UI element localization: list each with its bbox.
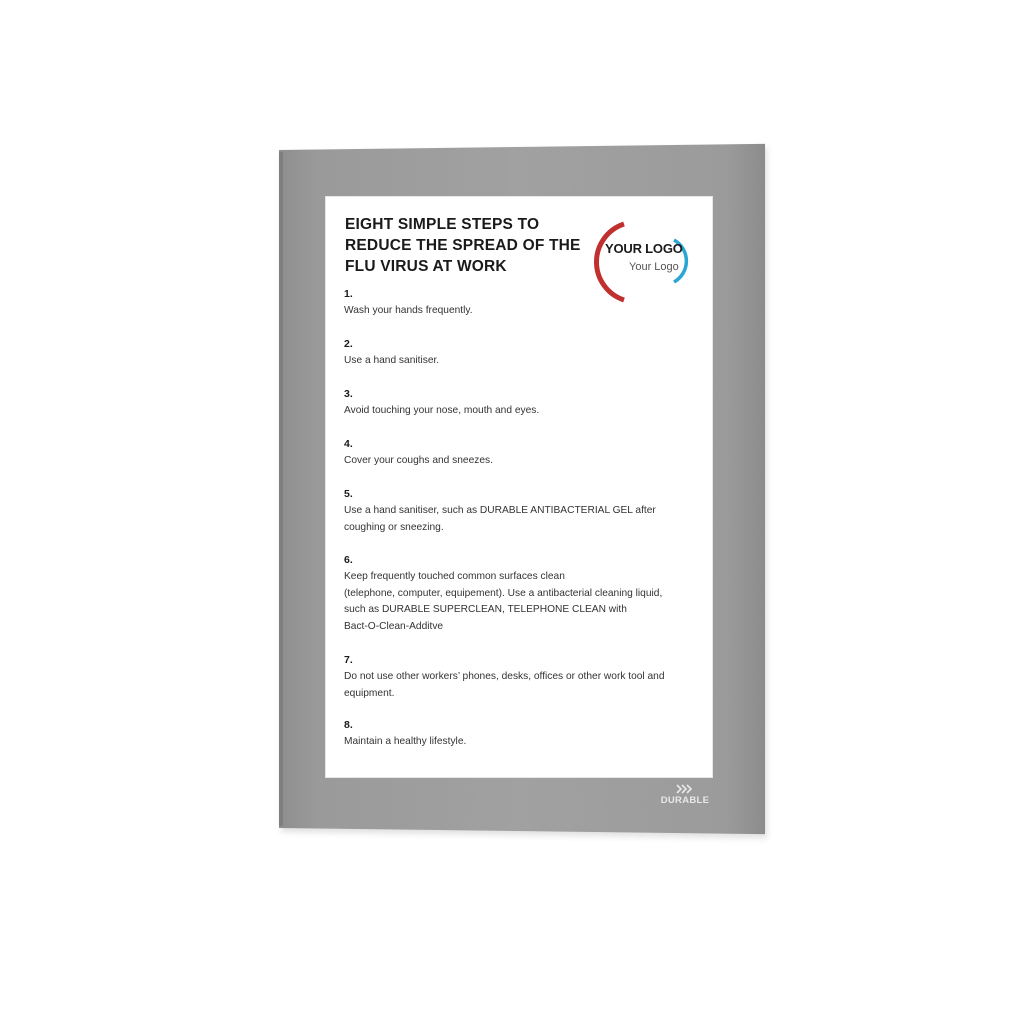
step-item-3 xyxy=(344,387,684,420)
step-text: Keep frequently touched common surfaces clean (telephone, computer, equipement). Use a antibacterial cleaning liquid, such as DURABLE SUPERCLEAN, TELEPHONE CLEAN with Bact-O-Clean-Additve xyxy=(344,571,663,632)
step-number: 1. xyxy=(344,288,353,300)
step-text: Use a hand sanitiser. xyxy=(344,355,440,366)
step-text: Maintain a healthy lifestyle. xyxy=(344,736,467,747)
step-number: 8. xyxy=(344,719,353,731)
step-text: Wash your hands frequently. xyxy=(344,305,473,316)
step-item-2 xyxy=(344,337,684,370)
step-number: 4. xyxy=(344,438,353,450)
brand-name: DURABLE xyxy=(660,795,710,806)
frame-edge xyxy=(279,152,283,826)
step-item-6 xyxy=(344,553,684,635)
step-item-7 xyxy=(344,653,684,702)
step-number: 3. xyxy=(344,388,353,400)
logo-main-text: YOUR LOGO xyxy=(605,241,683,256)
step-item-4 xyxy=(344,437,684,470)
poster-title: EIGHT SIMPLE STEPS TO REDUCE THE SPREAD OF THE FLU VIRUS AT WORK xyxy=(345,216,581,275)
brand-logo xyxy=(654,784,716,806)
step-text: Do not use other workers’ phones, desks, offices or other work tool and equipment. xyxy=(344,671,665,699)
logo-sub-text: Your Logo xyxy=(629,261,679,273)
step-number: 6. xyxy=(344,554,353,566)
step-text: Cover your coughs and sneezes. xyxy=(344,455,493,466)
step-item-1 xyxy=(344,287,684,320)
step-item-8 xyxy=(344,718,684,751)
step-number: 7. xyxy=(344,654,353,666)
step-text: Avoid touching your nose, mouth and eyes. xyxy=(344,405,540,416)
durable-chevron-icon xyxy=(675,784,695,794)
step-text: Use a hand sanitiser, such as DURABLE ANTIBACTERIAL GEL after coughing or sneezing. xyxy=(344,505,656,533)
step-item-5 xyxy=(344,487,684,536)
step-number: 5. xyxy=(344,488,353,500)
step-number: 2. xyxy=(344,338,353,350)
